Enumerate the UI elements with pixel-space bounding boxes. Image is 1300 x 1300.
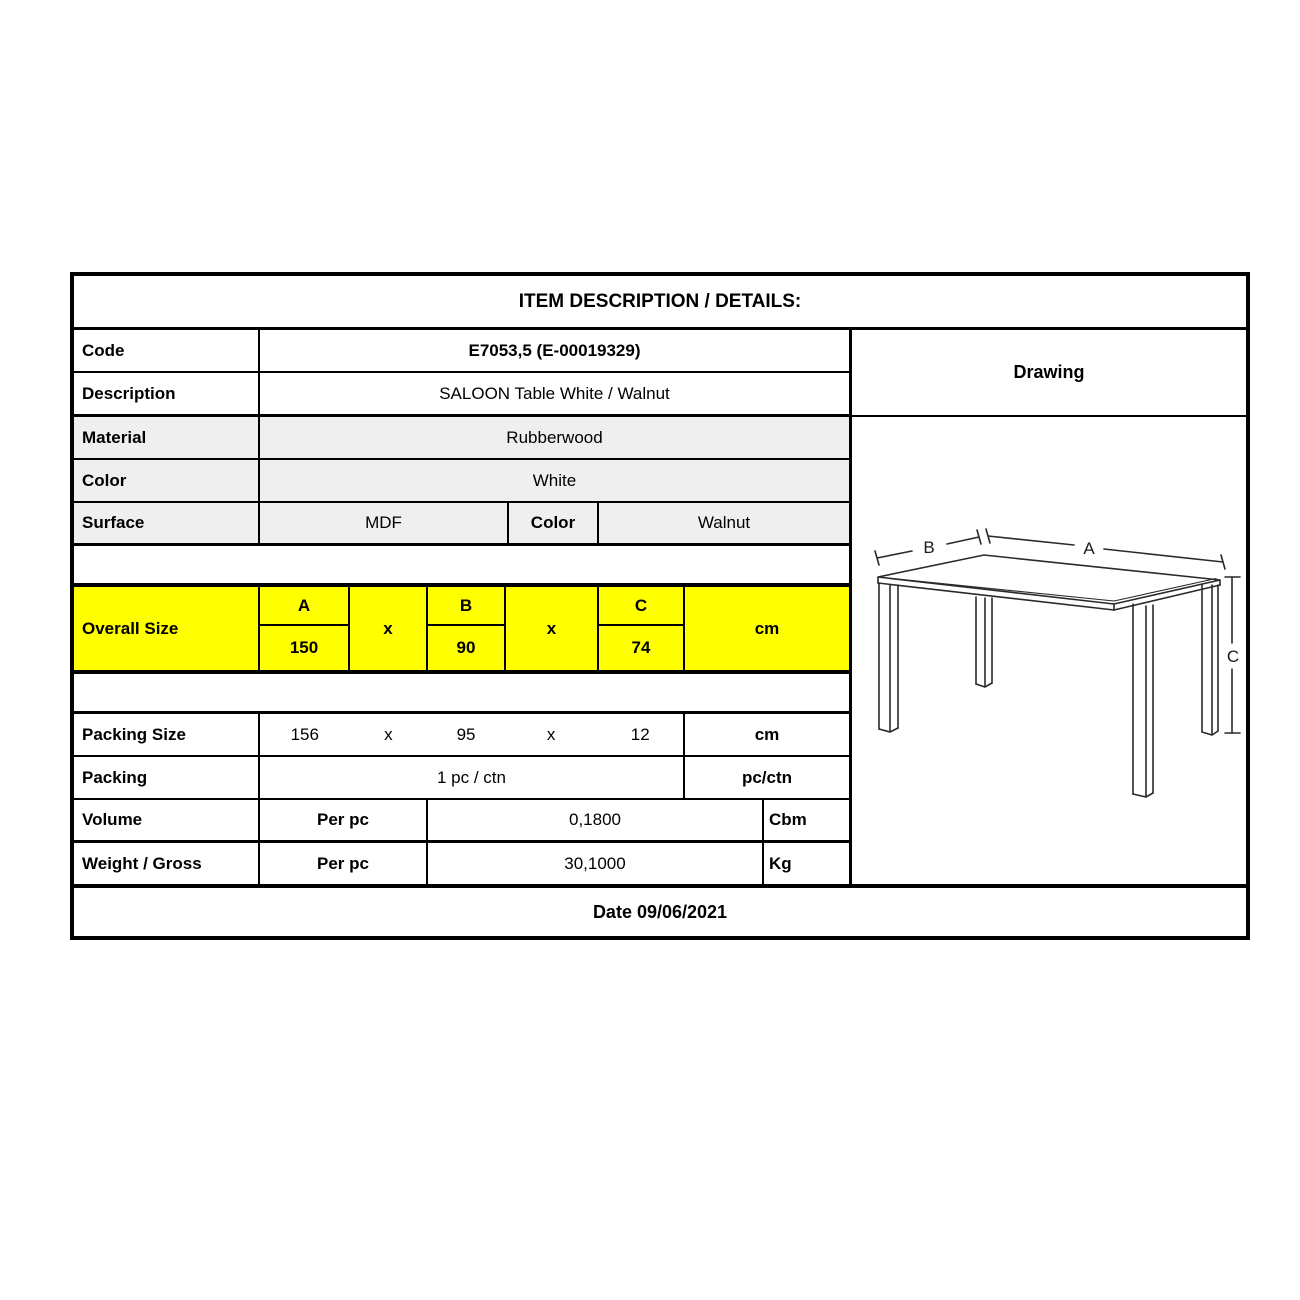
dim-label-a: A (1083, 539, 1095, 558)
row-color (74, 460, 849, 503)
packing-unit: pc/ctn (741, 767, 793, 787)
surface-color-value: Walnut (697, 513, 751, 532)
material-label: Material (74, 417, 260, 458)
material-value: Rubberwood (506, 427, 603, 447)
volume-basis: Per pc (260, 800, 428, 840)
dim-label-b: B (923, 538, 935, 557)
row-packing-size (74, 714, 849, 757)
dim-c-value: 74 (631, 638, 651, 657)
row-description (74, 373, 849, 417)
details-column (74, 330, 852, 884)
drawing-column (852, 330, 1246, 884)
overall-dim-b (428, 587, 506, 670)
packing-size-unit: cm (754, 724, 780, 744)
packing-label: Packing (74, 757, 260, 798)
packing-size-part: x (546, 724, 556, 744)
row-volume (74, 800, 849, 843)
surface-value: MDF (260, 503, 509, 543)
color-label: Color (74, 460, 260, 501)
volume-label: Volume (74, 800, 260, 840)
volume-value: 0,1800 (428, 800, 764, 840)
page-title: ITEM DESCRIPTION / DETAILS: (74, 276, 1246, 330)
overall-dim-c (599, 587, 685, 670)
row-packing (74, 757, 849, 800)
item-description-table (70, 272, 1250, 940)
description-value: SALOON Table White / Walnut (439, 383, 670, 403)
dim-b-letter: B (428, 587, 504, 626)
weight-unit: Kg (769, 853, 792, 873)
overall-dim-a (260, 587, 350, 670)
packing-size-part: 95 (456, 724, 476, 744)
weight-basis: Per pc (260, 843, 428, 884)
dim-label-c: C (1226, 647, 1240, 666)
spacer-row (74, 674, 849, 714)
packing-size-values (260, 714, 685, 755)
row-overall-size (74, 587, 849, 674)
surface-label: Surface (74, 503, 260, 543)
overall-sep-2: x (506, 587, 599, 670)
packing-value: 1 pc / ctn (260, 757, 685, 798)
overall-sep-1: x (350, 587, 428, 670)
volume-unit: Cbm (769, 810, 807, 829)
table-body (74, 330, 1246, 884)
row-surface (74, 503, 849, 546)
weight-value: 30,1000 (428, 843, 764, 884)
dim-b-value: 90 (456, 638, 476, 657)
code-label: Code (74, 330, 260, 371)
dim-a-value: 150 (289, 638, 319, 657)
dim-a-letter: A (260, 587, 348, 626)
packing-size-part: x (384, 724, 393, 744)
surface-color-label: Color (509, 503, 599, 543)
overall-unit: cm (754, 618, 780, 638)
color-value: White (532, 470, 577, 490)
row-weight-gross (74, 843, 849, 884)
overall-size-label: Overall Size (74, 587, 260, 670)
weight-label: Weight / Gross (74, 843, 260, 884)
code-value: E7053,5 (E-00019329) (468, 340, 641, 360)
description-label: Description (74, 373, 260, 414)
dim-c-letter: C (599, 587, 683, 626)
table-sketch (852, 417, 1246, 884)
spacer-row (74, 546, 849, 587)
drawing-header: Drawing (852, 330, 1246, 417)
drawing-cell (852, 417, 1246, 884)
packing-size-part: 156 (290, 724, 319, 744)
row-code (74, 330, 849, 373)
packing-size-label: Packing Size (74, 714, 260, 755)
row-material (74, 417, 849, 460)
date-row: Date 09/06/2021 (74, 884, 1246, 936)
packing-size-part: 12 (630, 724, 650, 744)
